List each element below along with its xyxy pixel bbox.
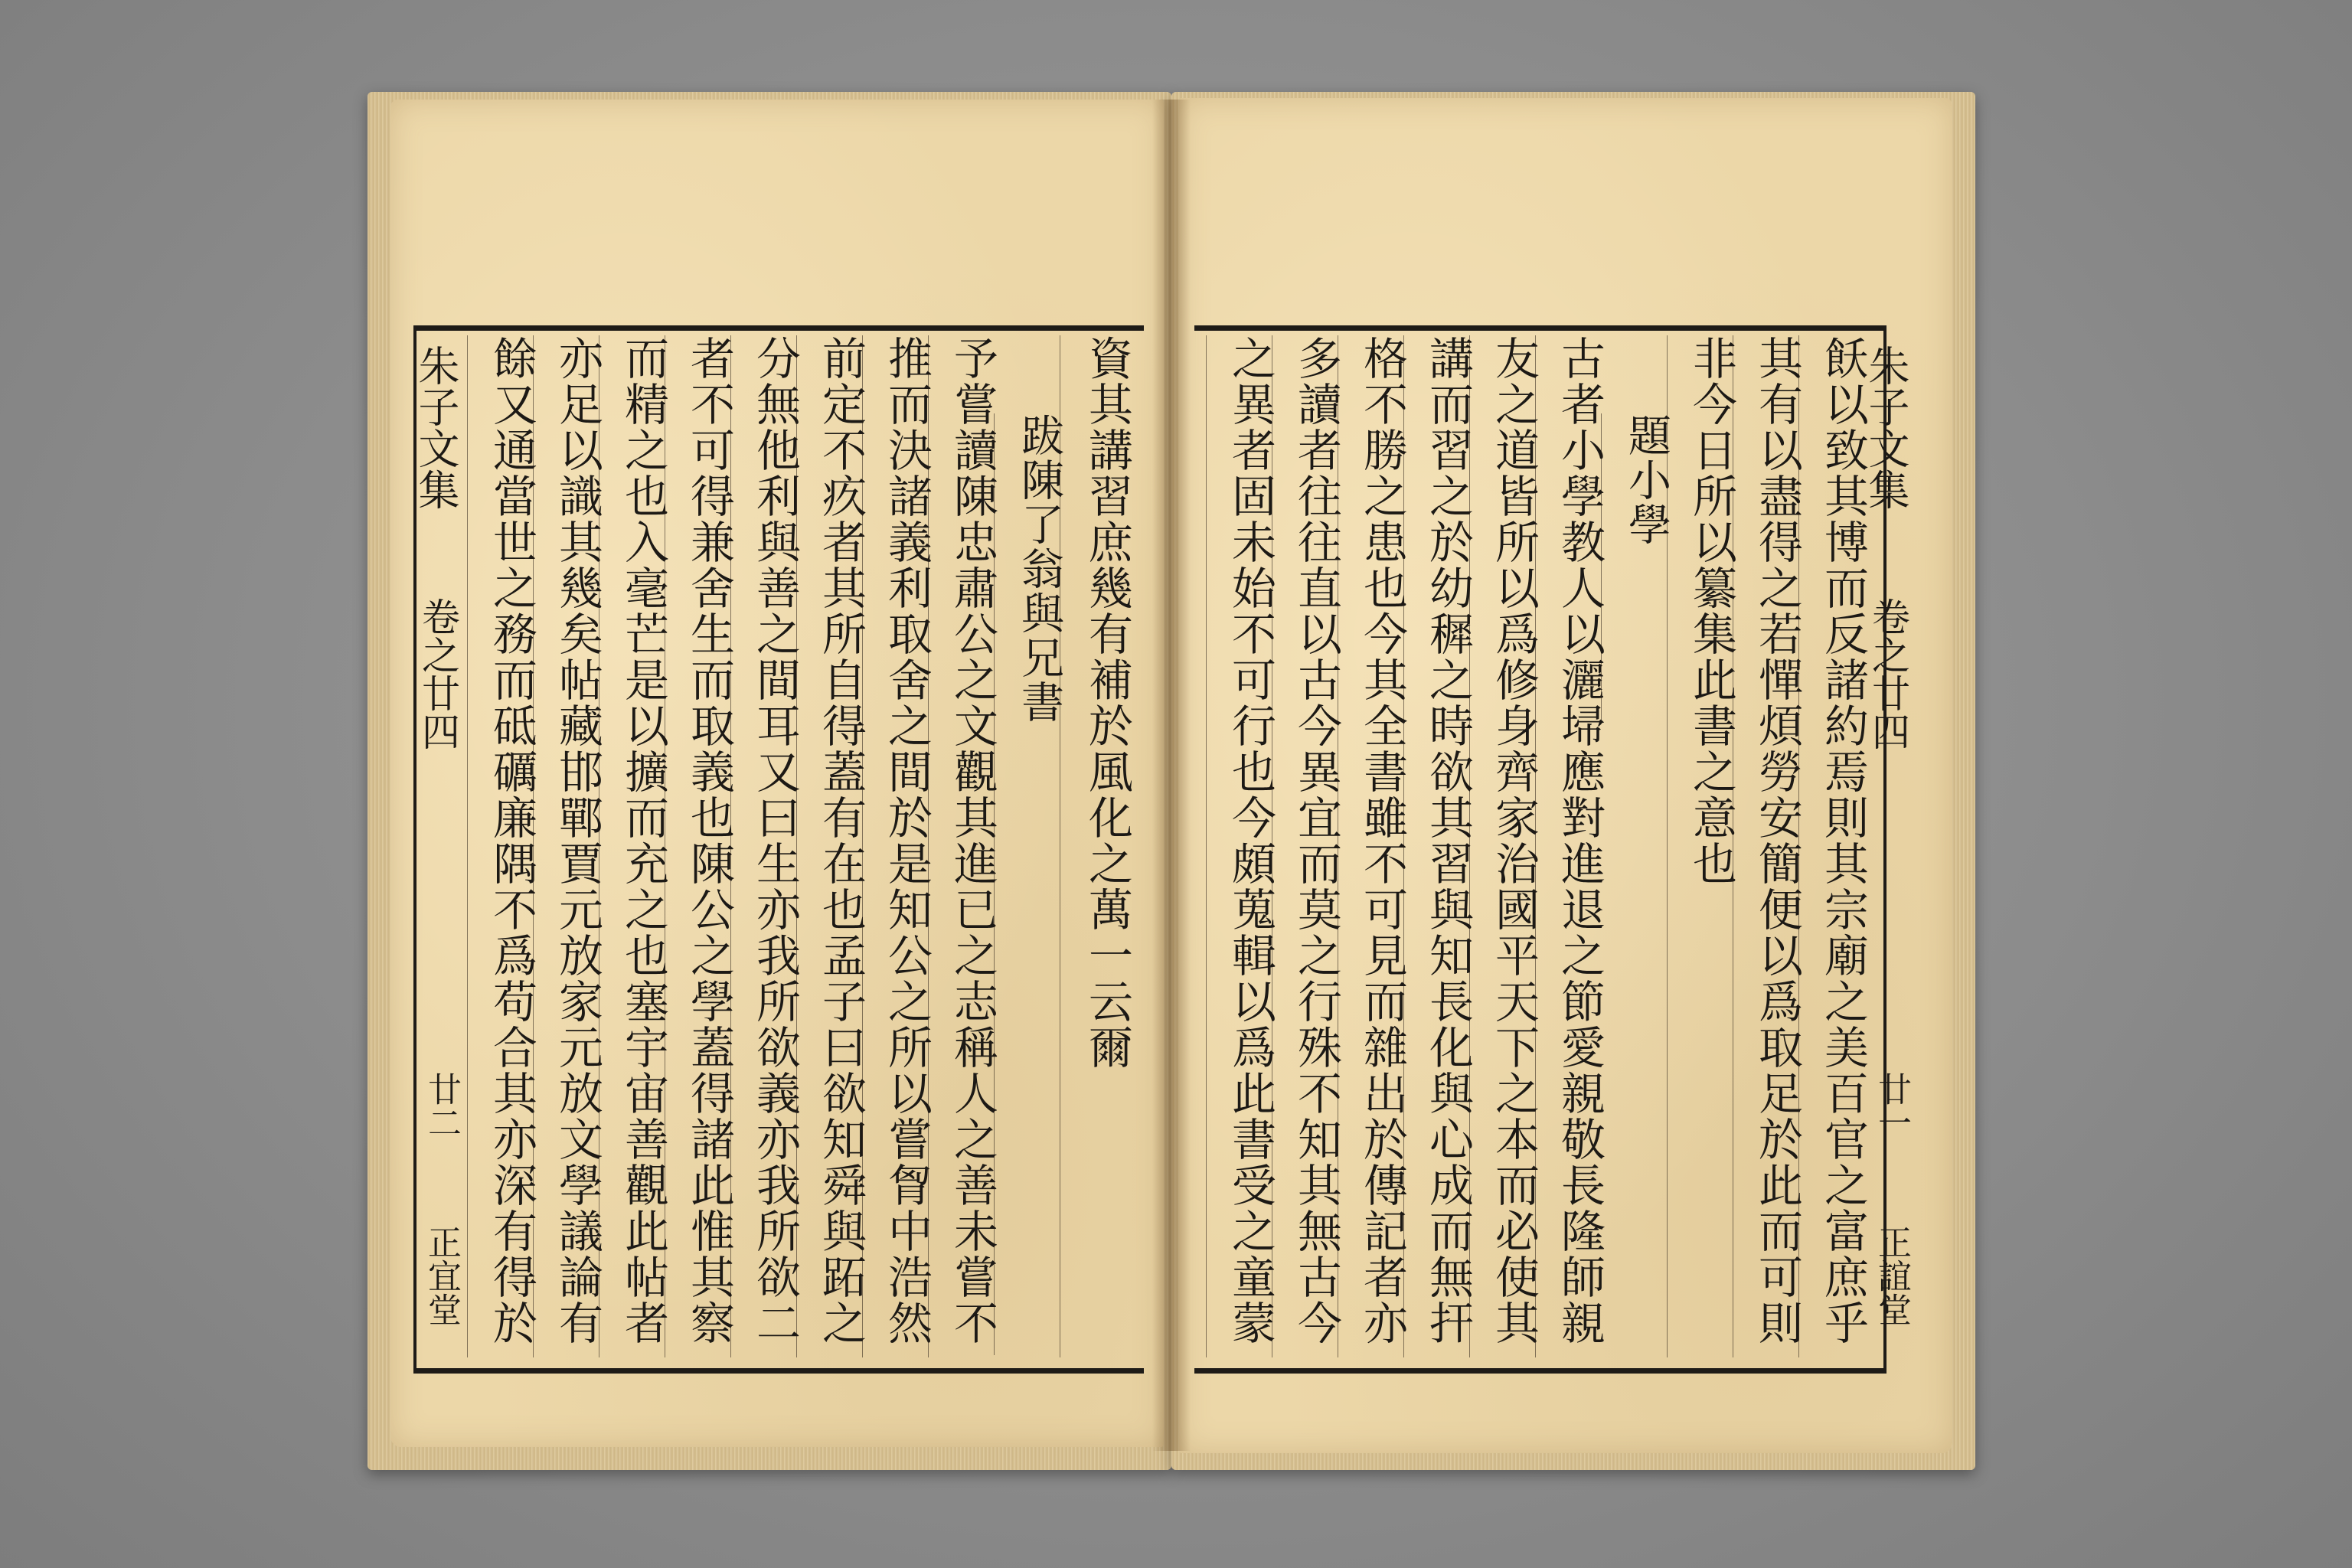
left-heading-column: 跋陳了翁與兄書 (994, 413, 1060, 1355)
left-text-column: 餘又通當世之務而砥礪廉隅不爲苟合其亦深有得於 (467, 335, 534, 1357)
left-text-column: 分無他利與善之間耳又曰生亦我所欲義亦我所欲二 (730, 335, 797, 1357)
left-publisher: 正宜堂 (422, 1225, 461, 1326)
right-text-column: 飫以致其博而反諸約焉則其宗廟之美百官之富庶乎 (1798, 335, 1865, 1357)
right-text-column: 講而習之於幼穉之時欲其習與知長化與心成而無扞 (1403, 335, 1470, 1357)
book-gutter (1152, 100, 1191, 1451)
left-text-column: 前定不疚者其所自得蓋有在也孟子曰欲知舜與跖之 (796, 335, 863, 1357)
left-folio-number: 廿二 (422, 1072, 461, 1139)
open-book (368, 92, 1975, 1470)
right-text-column: 其有以盡得之若憚煩勞安簡便以爲取足於此而可則 (1733, 335, 1799, 1357)
left-text-column: 資其講習庶幾有補於風化之萬一云爾 (1060, 335, 1129, 1357)
right-text-column: 格不勝之患也今其全書雖不可見而雜出於傳記者亦 (1338, 335, 1404, 1357)
right-folio-number: 廿一 (1872, 1072, 1911, 1139)
right-heading-column: 題小學 (1601, 413, 1668, 720)
left-text-column: 而精之也入毫芒是以擴而充之也塞宇宙善觀此帖者 (599, 335, 665, 1357)
left-text-column: 者不可得兼舍生而取義也陳公之學蓋得諸此惟其察 (665, 335, 731, 1357)
right-text-column: 之異者固未始不可行也今頗蒐輯以爲此書受之童蒙 (1206, 335, 1272, 1357)
left-margin-title: 朱子文集 (412, 345, 460, 510)
left-volume-label: 卷之廿四 (416, 597, 460, 750)
left-text-column: 予嘗讀陳忠肅公之文觀其進已之志稱人之善未嘗不 (928, 335, 995, 1357)
left-text-column: 亦足以識其幾矣帖藏邯鄲賈元放家元放文學議論有 (533, 335, 599, 1357)
right-text-column: 多讀者往往直以古今異宜而莫之行殊不知其無古今 (1272, 335, 1338, 1357)
left-text-column: 推而決諸義利取舍之間於是知公之所以嘗胷中浩然 (862, 335, 929, 1357)
right-volume-label: 卷之廿四 (1866, 597, 1910, 750)
right-text-column: 古者小學教人以灑埽應對進退之節愛親敬長隆師親 (1535, 335, 1602, 1357)
right-text-column: 非今日所以纂集此書之意也 (1667, 335, 1733, 1357)
right-text-column: 友之道皆所以爲修身齊家治國平天下之本而必使其 (1469, 335, 1536, 1357)
right-publisher: 正誼堂 (1872, 1225, 1911, 1326)
right-margin-title: 朱子文集 (1862, 345, 1910, 510)
